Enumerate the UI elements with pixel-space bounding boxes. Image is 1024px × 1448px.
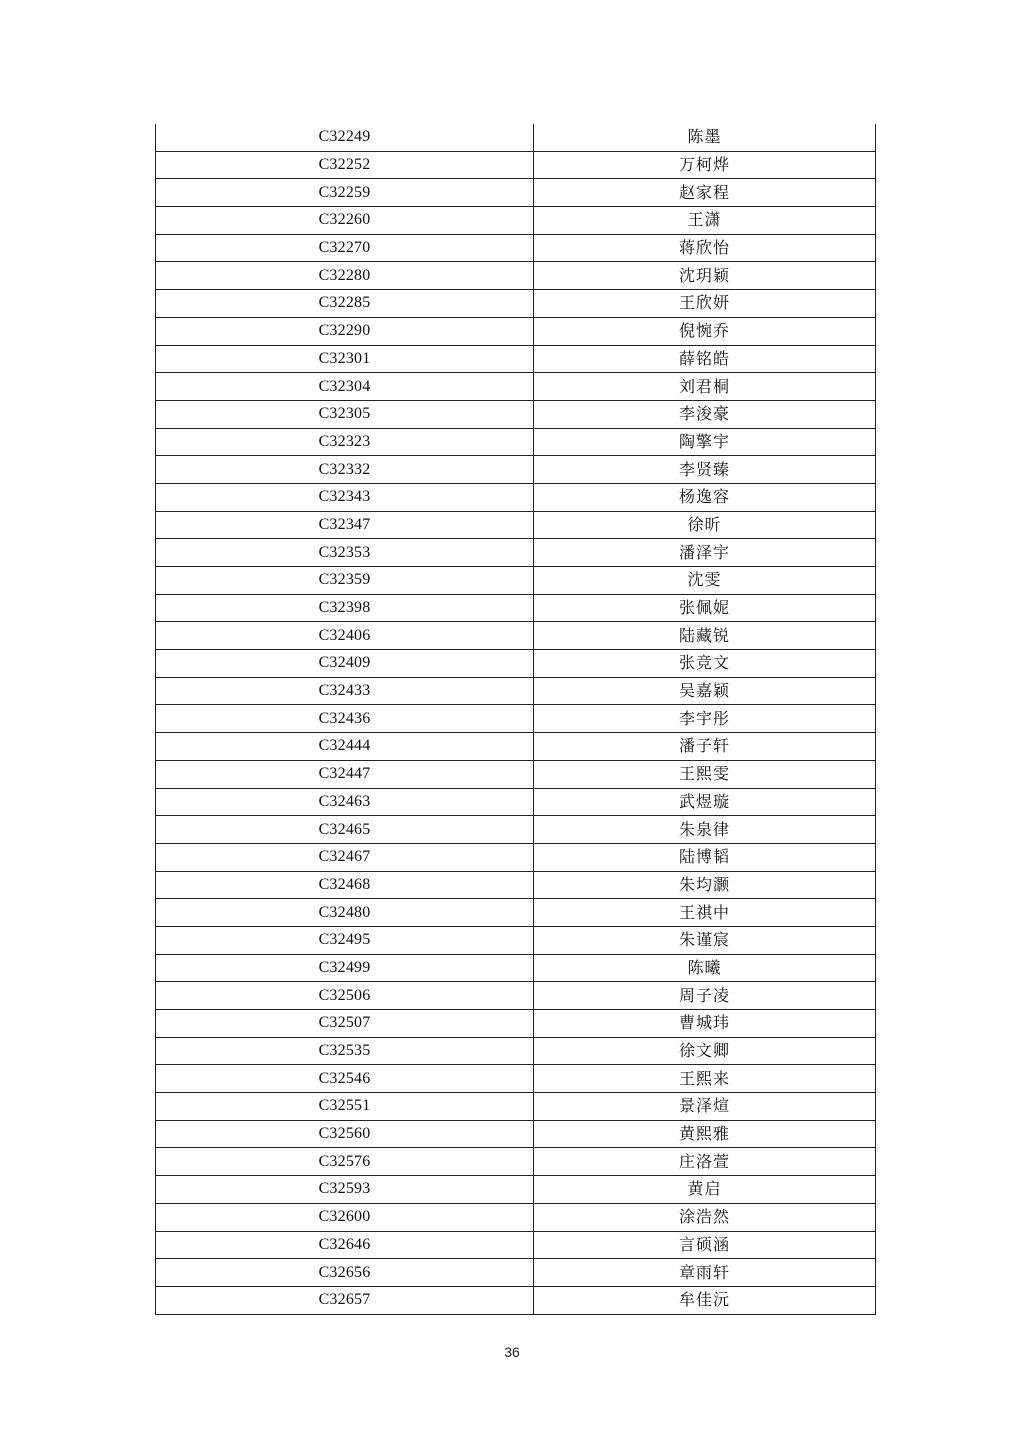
- table-row: [156, 124, 876, 151]
- student-id-cell: C32305: [156, 400, 534, 428]
- student-name-cell: 周子凌: [534, 982, 876, 1010]
- student-id-cell: C32301: [156, 345, 534, 373]
- student-id-cell: C32468: [156, 871, 534, 899]
- student-id-cell: C32285: [156, 290, 534, 318]
- table-row: [156, 207, 876, 235]
- table-row: [156, 871, 876, 899]
- student-id-cell: C32398: [156, 594, 534, 622]
- student-id-cell: C32249: [156, 124, 534, 151]
- student-id-cell: C32507: [156, 1010, 534, 1038]
- student-name-cell: 沈雯: [534, 567, 876, 595]
- student-id-cell: C32332: [156, 456, 534, 484]
- student-name-cell: 张佩妮: [534, 594, 876, 622]
- student-name-cell: 王潇: [534, 207, 876, 235]
- student-name-cell: 李宇彤: [534, 705, 876, 733]
- roster-table-body: [156, 124, 876, 1314]
- table-row: [156, 733, 876, 761]
- student-name-cell: 黄启: [534, 1176, 876, 1204]
- student-id-cell: C32252: [156, 151, 534, 179]
- table-row: [156, 760, 876, 788]
- student-id-cell: C32270: [156, 234, 534, 262]
- table-row: [156, 1010, 876, 1038]
- table-row: [156, 428, 876, 456]
- student-id-cell: C32551: [156, 1093, 534, 1121]
- student-name-cell: 徐昕: [534, 511, 876, 539]
- student-name-cell: 言硕涵: [534, 1231, 876, 1259]
- table-row: [156, 650, 876, 678]
- table-row: [156, 1259, 876, 1287]
- student-id-cell: C32304: [156, 373, 534, 401]
- table-row: [156, 1120, 876, 1148]
- student-name-cell: 涂浩然: [534, 1203, 876, 1231]
- student-id-cell: C32259: [156, 179, 534, 207]
- table-row: [156, 1093, 876, 1121]
- student-id-cell: C32499: [156, 954, 534, 982]
- student-name-cell: 李贤臻: [534, 456, 876, 484]
- student-id-cell: C32409: [156, 650, 534, 678]
- student-name-cell: 赵家程: [534, 179, 876, 207]
- student-id-cell: C32433: [156, 677, 534, 705]
- table-row: [156, 594, 876, 622]
- student-id-cell: C32463: [156, 788, 534, 816]
- student-name-cell: 刘君桐: [534, 373, 876, 401]
- student-name-cell: 王熙雯: [534, 760, 876, 788]
- student-name-cell: 景泽煊: [534, 1093, 876, 1121]
- student-name-cell: 曹城玮: [534, 1010, 876, 1038]
- student-name-cell: 薛铭皓: [534, 345, 876, 373]
- table-row: [156, 1148, 876, 1176]
- student-name-cell: 陈曦: [534, 954, 876, 982]
- table-row: [156, 345, 876, 373]
- student-id-cell: C32560: [156, 1120, 534, 1148]
- roster-table: [155, 124, 876, 1315]
- table-row: [156, 317, 876, 345]
- student-id-cell: C32656: [156, 1259, 534, 1287]
- student-id-cell: C32280: [156, 262, 534, 290]
- table-row: [156, 954, 876, 982]
- student-name-cell: 黄熙雅: [534, 1120, 876, 1148]
- student-name-cell: 陈墨: [534, 124, 876, 151]
- student-name-cell: 朱谨宸: [534, 926, 876, 954]
- table-row: [156, 151, 876, 179]
- student-id-cell: C32347: [156, 511, 534, 539]
- table-row: [156, 539, 876, 567]
- table-row: [156, 373, 876, 401]
- student-id-cell: C32506: [156, 982, 534, 1010]
- student-id-cell: C32359: [156, 567, 534, 595]
- table-row: [156, 622, 876, 650]
- student-name-cell: 陶擎宇: [534, 428, 876, 456]
- student-id-cell: C32436: [156, 705, 534, 733]
- student-id-cell: C32406: [156, 622, 534, 650]
- student-name-cell: 蒋欣怡: [534, 234, 876, 262]
- table-row: [156, 788, 876, 816]
- table-row: [156, 677, 876, 705]
- student-name-cell: 杨逸容: [534, 483, 876, 511]
- table-row: [156, 567, 876, 595]
- student-id-cell: C32465: [156, 816, 534, 844]
- student-name-cell: 潘泽宇: [534, 539, 876, 567]
- student-name-cell: 朱泉律: [534, 816, 876, 844]
- table-row: [156, 705, 876, 733]
- table-row: [156, 899, 876, 927]
- student-name-cell: 王欣妍: [534, 290, 876, 318]
- student-id-cell: C32600: [156, 1203, 534, 1231]
- student-name-cell: 陆博韬: [534, 843, 876, 871]
- student-id-cell: C32593: [156, 1176, 534, 1204]
- table-row: [156, 926, 876, 954]
- table-row: [156, 1203, 876, 1231]
- table-row: [156, 400, 876, 428]
- table-row: [156, 816, 876, 844]
- student-name-cell: 牟佳沅: [534, 1286, 876, 1314]
- table-row: [156, 843, 876, 871]
- student-name-cell: 章雨轩: [534, 1259, 876, 1287]
- student-name-cell: 武煜璇: [534, 788, 876, 816]
- student-id-cell: C32444: [156, 733, 534, 761]
- student-name-cell: 徐文卿: [534, 1037, 876, 1065]
- student-id-cell: C32657: [156, 1286, 534, 1314]
- student-name-cell: 朱均灏: [534, 871, 876, 899]
- student-id-cell: C32480: [156, 899, 534, 927]
- table-row: [156, 1231, 876, 1259]
- student-name-cell: 倪惋乔: [534, 317, 876, 345]
- student-name-cell: 王祺中: [534, 899, 876, 927]
- student-name-cell: 吴嘉颖: [534, 677, 876, 705]
- student-id-cell: C32535: [156, 1037, 534, 1065]
- student-name-cell: 潘子轩: [534, 733, 876, 761]
- student-name-cell: 李浚豪: [534, 400, 876, 428]
- student-name-cell: 陆藏锐: [534, 622, 876, 650]
- table-row: [156, 1286, 876, 1314]
- table-row: [156, 234, 876, 262]
- student-id-cell: C32353: [156, 539, 534, 567]
- table-row: [156, 511, 876, 539]
- student-id-cell: C32546: [156, 1065, 534, 1093]
- student-name-cell: 王熙来: [534, 1065, 876, 1093]
- student-id-cell: C32323: [156, 428, 534, 456]
- student-id-cell: C32290: [156, 317, 534, 345]
- table-row: [156, 290, 876, 318]
- student-name-cell: 张竞文: [534, 650, 876, 678]
- table-row: [156, 456, 876, 484]
- student-id-cell: C32260: [156, 207, 534, 235]
- student-id-cell: C32343: [156, 483, 534, 511]
- table-row: [156, 982, 876, 1010]
- page-number: 36: [504, 1344, 520, 1360]
- table-row: [156, 1176, 876, 1204]
- student-name-cell: 沈玥颖: [534, 262, 876, 290]
- student-id-cell: C32495: [156, 926, 534, 954]
- student-name-cell: 庄洛萱: [534, 1148, 876, 1176]
- table-row: [156, 1065, 876, 1093]
- table-row: [156, 483, 876, 511]
- student-id-cell: C32447: [156, 760, 534, 788]
- student-id-cell: C32467: [156, 843, 534, 871]
- table-row: [156, 179, 876, 207]
- student-name-cell: 万柯烨: [534, 151, 876, 179]
- table-row: [156, 262, 876, 290]
- table-row: [156, 1037, 876, 1065]
- student-id-cell: C32646: [156, 1231, 534, 1259]
- student-id-cell: C32576: [156, 1148, 534, 1176]
